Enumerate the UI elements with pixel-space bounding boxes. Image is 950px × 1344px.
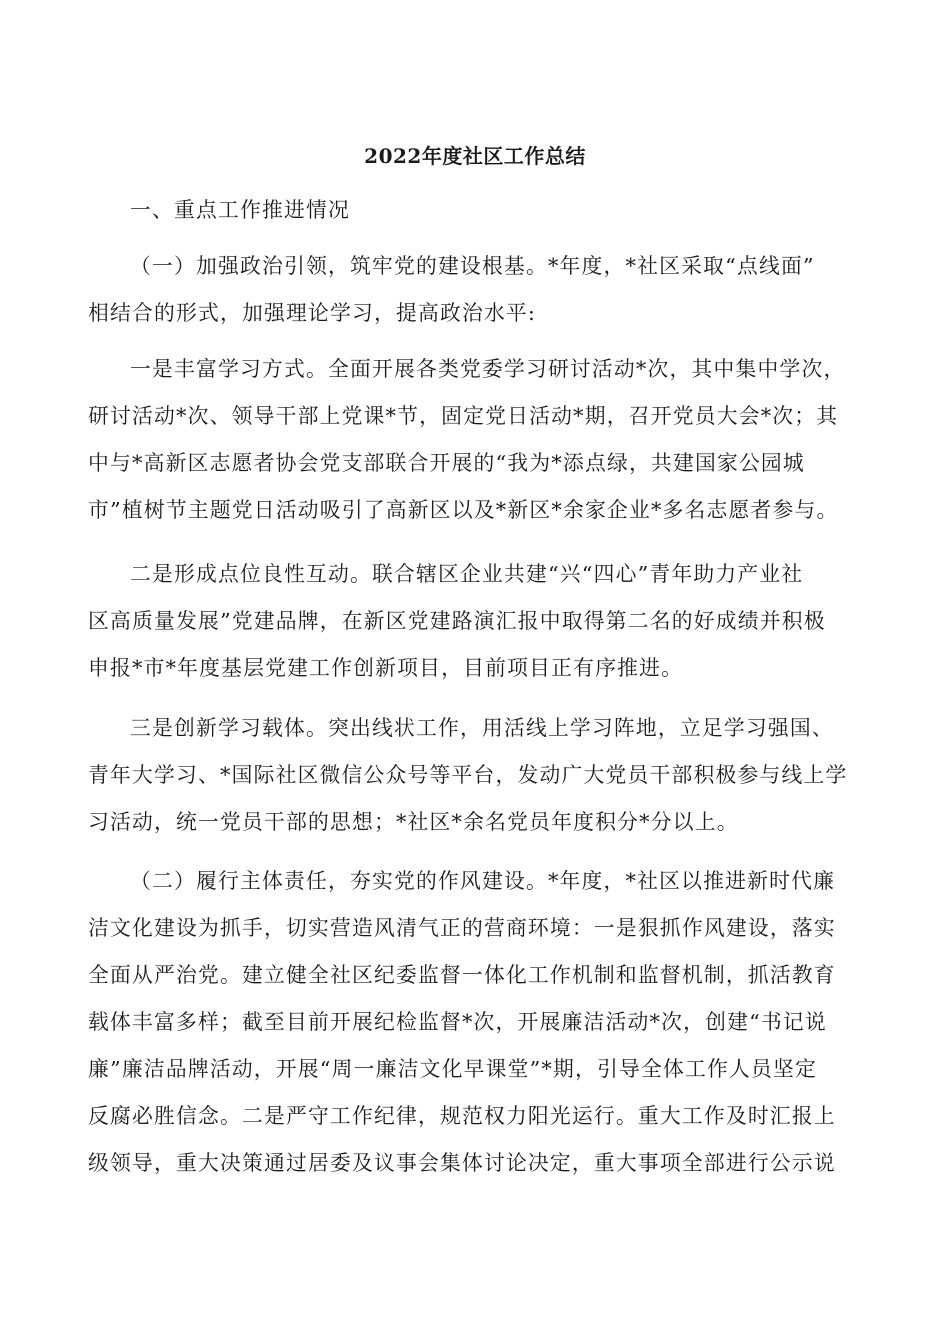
text-line: 一是丰富学习方式。全面开展各类党委学习研讨活动*次，其中集中学次， xyxy=(130,357,846,381)
text-line: 三是创新学习载体。突出线状工作，用活线上学习阵地，立足学习强国、 xyxy=(130,716,834,740)
text-line: 全面从严治党。建立健全社区纪委监督一体化工作机制和监督机制，抓活教育 xyxy=(88,963,836,987)
text-line: （二）履行主体责任，夯实党的作风建设。*年度，*社区以推进新时代廉 xyxy=(130,869,836,893)
paragraph xyxy=(88,346,862,534)
text-line: 廉”廉洁品牌活动，开展“周一廉洁文化早课堂”*期，引导全体工作人员坚定 xyxy=(88,1057,817,1081)
paragraph xyxy=(88,243,862,337)
paragraph xyxy=(88,858,862,1187)
text-line: 相结合的形式，加强理论学习，提高政治水平: xyxy=(88,301,537,325)
text-line: 研讨活动*次、领导干部上党课*节，固定党日活动*期，召开党员大会*次；其 xyxy=(88,404,839,428)
text-line: 洁文化建设为抓手，切实营造风清气正的营商环境：一是狠抓作风建设，落实 xyxy=(88,916,836,940)
text-line: 反腐必胜信念。二是严守工作纪律，规范权力阳光运行。重大工作及时汇报上 xyxy=(88,1104,836,1128)
text-line: 青年大学习、*国际社区微信公众号等平台，发动广大党员干部积极参与线上学 xyxy=(88,763,848,787)
text-line: 二是形成点位良性互动。联合辖区企业共建“兴“四心”青年助力产业社 xyxy=(130,562,804,586)
text-line: （一）加强政治引领，筑牢党的建设根基。*年度，*社区采取“点线面” xyxy=(130,254,815,278)
text-line: 级领导，重大决策通过居委及议事会集体讨论决定，重大事项全部进行公示说 xyxy=(88,1151,836,1175)
text-line: 习活动，统一党员干部的思想；*社区*余名党员年度积分*分以上。 xyxy=(88,810,739,834)
text-line: 中与*高新区志愿者协会党支部联合开展的“我为*添点绿，共建国家公园城 xyxy=(88,451,805,475)
text-line: 区高质量发展”党建品牌，在新区党建路演汇报中取得第二名的好成绩并积极 xyxy=(88,609,826,633)
text-line: 一、重点工作推进情况 xyxy=(130,198,350,222)
paragraph xyxy=(88,705,862,846)
section-heading xyxy=(88,187,862,234)
text-line: 市”植树节主题党日活动吸引了高新区以及*新区*余家企业*多名志愿者参与。 xyxy=(88,498,839,522)
text-line: 载体丰富多样；截至目前开展纪检监督*次，开展廉洁活动*次，创建“书记说 xyxy=(88,1010,827,1034)
text-line: 申报*市*年度基层党建工作创新项目，目前项目正有序推进。 xyxy=(88,656,684,680)
document-title: 2022年度社区工作总结 xyxy=(364,144,586,168)
paragraph xyxy=(88,551,862,692)
